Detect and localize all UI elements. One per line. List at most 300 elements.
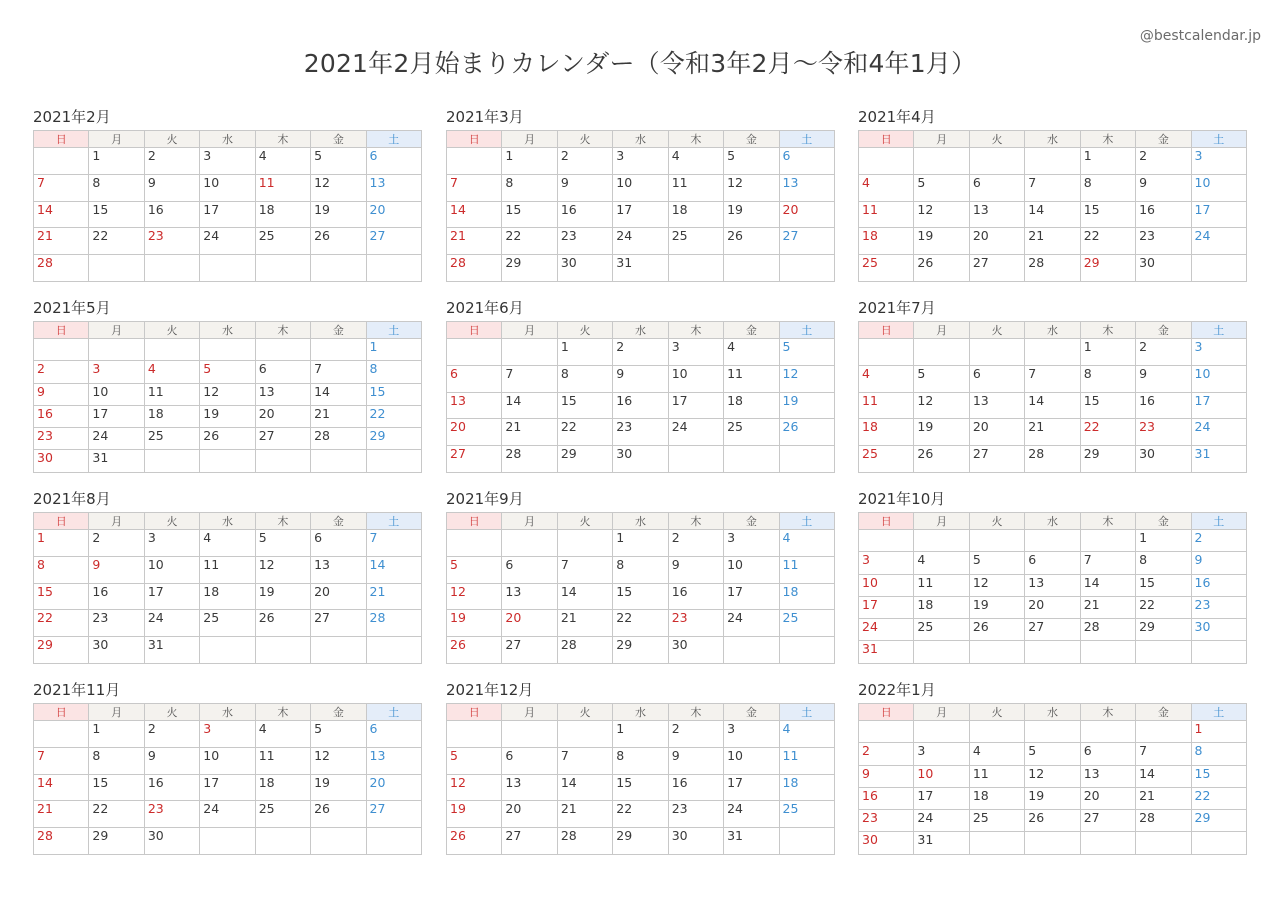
week-row xyxy=(447,148,835,175)
day-cell: 2 xyxy=(613,339,668,366)
day-cell: 20 xyxy=(1080,787,1135,809)
day-cell: 26 xyxy=(724,228,779,255)
day-cell: 13 xyxy=(311,556,366,583)
day-cell: 7 xyxy=(311,361,366,383)
day-cell: 22 xyxy=(557,419,612,446)
day-cell: 31 xyxy=(144,637,199,664)
week-row xyxy=(447,556,835,583)
day-cell: 13 xyxy=(255,383,310,405)
day-cell: 12 xyxy=(447,583,502,610)
weekday-header: 土 xyxy=(779,513,834,530)
month-title: 2021年9月 xyxy=(446,490,524,508)
day-cell: 12 xyxy=(311,747,366,774)
weekday-header: 水 xyxy=(1025,322,1080,339)
empty-cell xyxy=(1191,832,1246,854)
empty-cell xyxy=(1025,148,1080,175)
day-cell: 4 xyxy=(255,721,310,748)
day-cell: 24 xyxy=(1191,228,1246,255)
day-cell: 27 xyxy=(1025,619,1080,641)
day-cell: 4 xyxy=(668,148,723,175)
day-cell: 18 xyxy=(724,392,779,419)
month-2021-02 xyxy=(33,108,422,282)
month-title: 2021年2月 xyxy=(33,108,111,126)
week-row xyxy=(34,405,422,427)
day-cell: 9 xyxy=(613,365,668,392)
empty-cell xyxy=(200,637,255,664)
day-cell: 28 xyxy=(34,828,89,855)
day-cell: 4 xyxy=(914,552,969,574)
empty-cell xyxy=(969,530,1024,552)
day-cell: 26 xyxy=(914,446,969,473)
day-cell: 24 xyxy=(668,419,723,446)
day-cell: 1 xyxy=(1136,530,1191,552)
weekday-header: 火 xyxy=(969,131,1024,148)
day-cell: 22 xyxy=(502,228,557,255)
day-cell: 13 xyxy=(969,392,1024,419)
empty-cell xyxy=(447,530,502,557)
empty-cell xyxy=(89,339,144,361)
day-cell: 30 xyxy=(613,446,668,473)
day-cell: 24 xyxy=(89,428,144,450)
day-cell: 2 xyxy=(89,530,144,557)
week-row xyxy=(859,810,1247,832)
day-cell: 13 xyxy=(502,583,557,610)
day-cell: 14 xyxy=(366,556,421,583)
day-cell: 5 xyxy=(1025,743,1080,765)
day-cell: 13 xyxy=(1025,574,1080,596)
day-cell: 25 xyxy=(969,810,1024,832)
day-cell: 30 xyxy=(557,255,612,282)
empty-cell xyxy=(34,148,89,175)
day-cell: 6 xyxy=(779,148,834,175)
day-cell: 31 xyxy=(724,828,779,855)
weekday-header: 日 xyxy=(859,513,914,530)
day-cell: 30 xyxy=(859,832,914,854)
weekday-header: 月 xyxy=(89,513,144,530)
day-cell: 21 xyxy=(366,583,421,610)
day-cell: 4 xyxy=(779,530,834,557)
week-row xyxy=(447,774,835,801)
day-cell: 9 xyxy=(1136,174,1191,201)
day-cell: 19 xyxy=(447,610,502,637)
day-cell: 21 xyxy=(1136,787,1191,809)
site-credit: @bestcalendar.jp xyxy=(1139,28,1261,44)
day-cell-holiday: 22 xyxy=(1080,419,1135,446)
day-cell: 17 xyxy=(89,405,144,427)
weekday-header: 木 xyxy=(1080,704,1135,721)
day-cell: 16 xyxy=(668,774,723,801)
day-cell: 5 xyxy=(447,556,502,583)
month-title: 2021年7月 xyxy=(858,299,936,317)
day-cell: 7 xyxy=(557,556,612,583)
day-cell: 3 xyxy=(144,530,199,557)
weekday-header: 木 xyxy=(668,704,723,721)
day-cell: 20 xyxy=(255,405,310,427)
day-cell: 31 xyxy=(1191,446,1246,473)
week-row xyxy=(34,174,422,201)
weekday-header: 木 xyxy=(1080,131,1135,148)
week-row xyxy=(34,530,422,557)
weekday-header: 日 xyxy=(447,704,502,721)
empty-cell xyxy=(1080,721,1135,743)
day-cell: 9 xyxy=(668,556,723,583)
empty-cell xyxy=(724,446,779,473)
day-cell: 28 xyxy=(502,446,557,473)
day-cell: 21 xyxy=(1025,419,1080,446)
week-row xyxy=(447,365,835,392)
day-cell: 9 xyxy=(1136,365,1191,392)
day-cell: 22 xyxy=(34,610,89,637)
day-cell: 8 xyxy=(89,174,144,201)
day-cell: 18 xyxy=(255,774,310,801)
day-cell: 30 xyxy=(1136,255,1191,282)
day-cell: 25 xyxy=(779,801,834,828)
day-cell: 16 xyxy=(557,201,612,228)
weekday-header: 水 xyxy=(200,513,255,530)
day-cell: 19 xyxy=(969,596,1024,618)
day-cell: 17 xyxy=(668,392,723,419)
day-cell: 23 xyxy=(1136,228,1191,255)
day-cell-holiday: 20 xyxy=(779,201,834,228)
month-2021-09 xyxy=(446,490,835,664)
weekday-header: 火 xyxy=(557,513,612,530)
weekday-header-row xyxy=(34,131,422,148)
week-row xyxy=(859,787,1247,809)
weekday-header: 金 xyxy=(311,704,366,721)
empty-cell xyxy=(859,339,914,366)
day-cell: 12 xyxy=(255,556,310,583)
empty-cell xyxy=(255,637,310,664)
day-cell: 24 xyxy=(859,619,914,641)
day-cell: 19 xyxy=(914,228,969,255)
empty-cell xyxy=(724,255,779,282)
month-title: 2021年6月 xyxy=(446,299,524,317)
day-cell: 24 xyxy=(613,228,668,255)
day-cell: 27 xyxy=(502,828,557,855)
weekday-header: 日 xyxy=(447,513,502,530)
day-cell: 31 xyxy=(859,641,914,663)
day-cell: 6 xyxy=(311,530,366,557)
day-cell: 30 xyxy=(34,450,89,472)
month-2022-01 xyxy=(858,681,1247,855)
empty-cell xyxy=(969,339,1024,366)
weekday-header: 水 xyxy=(613,704,668,721)
day-cell: 24 xyxy=(724,801,779,828)
day-cell: 21 xyxy=(557,801,612,828)
day-cell: 4 xyxy=(724,339,779,366)
day-cell: 10 xyxy=(200,174,255,201)
empty-cell xyxy=(447,148,502,175)
week-row xyxy=(859,641,1247,663)
day-cell: 16 xyxy=(859,787,914,809)
day-cell: 9 xyxy=(859,765,914,787)
empty-cell xyxy=(144,339,199,361)
day-cell: 28 xyxy=(1136,810,1191,832)
day-cell: 14 xyxy=(34,774,89,801)
week-row xyxy=(447,174,835,201)
day-cell: 14 xyxy=(1025,392,1080,419)
day-cell: 2 xyxy=(668,721,723,748)
day-cell: 6 xyxy=(502,556,557,583)
weekday-header: 土 xyxy=(1191,513,1246,530)
month-table xyxy=(446,130,835,282)
day-cell: 6 xyxy=(502,747,557,774)
day-cell: 7 xyxy=(557,747,612,774)
empty-cell xyxy=(1080,530,1135,552)
day-cell: 15 xyxy=(1136,574,1191,596)
day-cell: 8 xyxy=(366,361,421,383)
day-cell: 9 xyxy=(1191,552,1246,574)
week-row xyxy=(447,339,835,366)
day-cell: 13 xyxy=(366,174,421,201)
day-cell: 13 xyxy=(969,201,1024,228)
day-cell: 27 xyxy=(969,446,1024,473)
day-cell: 19 xyxy=(724,201,779,228)
day-cell: 6 xyxy=(255,361,310,383)
month-title: 2021年10月 xyxy=(858,490,946,508)
day-cell: 20 xyxy=(366,201,421,228)
week-row xyxy=(34,637,422,664)
weekday-header-row xyxy=(859,131,1247,148)
day-cell: 2 xyxy=(144,148,199,175)
weekday-header: 火 xyxy=(969,322,1024,339)
weekday-header: 月 xyxy=(914,513,969,530)
day-cell-holiday: 10 xyxy=(914,765,969,787)
day-cell: 30 xyxy=(668,637,723,664)
day-cell: 15 xyxy=(557,392,612,419)
empty-cell xyxy=(34,339,89,361)
day-cell: 15 xyxy=(1080,392,1135,419)
day-cell: 16 xyxy=(144,201,199,228)
day-cell: 26 xyxy=(779,419,834,446)
day-cell: 15 xyxy=(613,774,668,801)
day-cell: 5 xyxy=(311,721,366,748)
day-cell: 29 xyxy=(557,446,612,473)
empty-cell xyxy=(366,637,421,664)
day-cell: 22 xyxy=(1080,228,1135,255)
week-row xyxy=(447,637,835,664)
day-cell: 3 xyxy=(914,743,969,765)
day-cell: 5 xyxy=(255,530,310,557)
day-cell: 19 xyxy=(914,419,969,446)
day-cell: 20 xyxy=(969,228,1024,255)
day-cell: 4 xyxy=(859,365,914,392)
day-cell: 19 xyxy=(779,392,834,419)
week-row xyxy=(447,610,835,637)
day-cell: 20 xyxy=(969,419,1024,446)
day-cell: 24 xyxy=(200,801,255,828)
day-cell: 6 xyxy=(969,365,1024,392)
weekday-header-row xyxy=(447,704,835,721)
day-cell: 3 xyxy=(613,148,668,175)
weekday-header: 木 xyxy=(255,513,310,530)
day-cell: 16 xyxy=(144,774,199,801)
week-row xyxy=(447,801,835,828)
weekday-header: 月 xyxy=(914,322,969,339)
empty-cell xyxy=(1136,832,1191,854)
weekday-header: 木 xyxy=(1080,322,1135,339)
weekday-header: 火 xyxy=(557,131,612,148)
day-cell-holiday: 29 xyxy=(1080,255,1135,282)
empty-cell xyxy=(255,339,310,361)
day-cell: 7 xyxy=(502,365,557,392)
day-cell: 2 xyxy=(859,743,914,765)
day-cell: 12 xyxy=(1025,765,1080,787)
day-cell: 14 xyxy=(1080,574,1135,596)
day-cell: 9 xyxy=(668,747,723,774)
day-cell: 18 xyxy=(859,228,914,255)
day-cell: 4 xyxy=(779,721,834,748)
day-cell: 11 xyxy=(200,556,255,583)
week-row xyxy=(34,774,422,801)
day-cell: 30 xyxy=(1136,446,1191,473)
month-title: 2021年3月 xyxy=(446,108,524,126)
empty-cell xyxy=(1025,641,1080,663)
weekday-header: 月 xyxy=(502,513,557,530)
day-cell: 9 xyxy=(557,174,612,201)
day-cell: 25 xyxy=(255,228,310,255)
day-cell: 2 xyxy=(34,361,89,383)
month-2021-06 xyxy=(446,299,835,473)
empty-cell xyxy=(557,530,612,557)
day-cell: 12 xyxy=(779,365,834,392)
day-cell: 18 xyxy=(859,419,914,446)
day-cell: 26 xyxy=(447,828,502,855)
month-table xyxy=(858,130,1247,282)
day-cell: 7 xyxy=(447,174,502,201)
weekday-header: 土 xyxy=(779,704,834,721)
day-cell: 2 xyxy=(1136,148,1191,175)
empty-cell xyxy=(914,339,969,366)
day-cell: 13 xyxy=(1080,765,1135,787)
day-cell: 26 xyxy=(311,801,366,828)
day-cell: 20 xyxy=(311,583,366,610)
day-cell: 28 xyxy=(557,828,612,855)
day-cell: 5 xyxy=(447,747,502,774)
day-cell: 26 xyxy=(255,610,310,637)
week-row xyxy=(859,339,1247,366)
day-cell: 17 xyxy=(1191,392,1246,419)
day-cell: 16 xyxy=(34,405,89,427)
week-row xyxy=(34,747,422,774)
weekday-header: 土 xyxy=(1191,322,1246,339)
day-cell: 28 xyxy=(1080,619,1135,641)
month-2021-08 xyxy=(33,490,422,664)
day-cell: 11 xyxy=(779,747,834,774)
weekday-header-row xyxy=(859,513,1247,530)
day-cell: 12 xyxy=(311,174,366,201)
week-row xyxy=(447,721,835,748)
weekday-header: 火 xyxy=(969,513,1024,530)
day-cell: 21 xyxy=(502,419,557,446)
empty-cell xyxy=(366,450,421,472)
day-cell: 23 xyxy=(859,810,914,832)
day-cell: 10 xyxy=(613,174,668,201)
empty-cell xyxy=(1191,255,1246,282)
day-cell: 24 xyxy=(724,610,779,637)
weekday-header-row xyxy=(34,513,422,530)
day-cell: 29 xyxy=(1080,446,1135,473)
day-cell: 15 xyxy=(89,201,144,228)
day-cell: 27 xyxy=(366,801,421,828)
weekday-header: 日 xyxy=(859,131,914,148)
day-cell: 21 xyxy=(1025,228,1080,255)
day-cell: 12 xyxy=(447,774,502,801)
month-table xyxy=(858,512,1247,664)
day-cell: 18 xyxy=(144,405,199,427)
day-cell: 13 xyxy=(447,392,502,419)
day-cell: 17 xyxy=(613,201,668,228)
weekday-header: 水 xyxy=(1025,131,1080,148)
day-cell: 2 xyxy=(1136,339,1191,366)
day-cell: 7 xyxy=(1080,552,1135,574)
empty-cell xyxy=(502,530,557,557)
day-cell: 1 xyxy=(1080,339,1135,366)
page-title: 2021年2月始まりカレンダー（令和3年2月〜令和4年1月） xyxy=(303,49,977,78)
day-cell: 7 xyxy=(1025,365,1080,392)
day-cell: 9 xyxy=(144,747,199,774)
day-cell: 7 xyxy=(1025,174,1080,201)
week-row xyxy=(859,148,1247,175)
empty-cell xyxy=(724,637,779,664)
empty-cell xyxy=(255,828,310,855)
day-cell: 7 xyxy=(366,530,421,557)
day-cell-holiday: 20 xyxy=(502,610,557,637)
day-cell: 27 xyxy=(1080,810,1135,832)
day-cell: 28 xyxy=(557,637,612,664)
day-cell: 17 xyxy=(144,583,199,610)
weekday-header: 木 xyxy=(668,513,723,530)
day-cell: 11 xyxy=(859,392,914,419)
empty-cell xyxy=(668,255,723,282)
weekday-header: 水 xyxy=(1025,513,1080,530)
week-row xyxy=(859,619,1247,641)
day-cell: 28 xyxy=(1025,255,1080,282)
day-cell: 14 xyxy=(502,392,557,419)
weekday-header: 月 xyxy=(502,131,557,148)
day-cell: 16 xyxy=(1136,392,1191,419)
day-cell: 27 xyxy=(779,228,834,255)
day-cell: 15 xyxy=(89,774,144,801)
day-cell: 25 xyxy=(200,610,255,637)
week-row xyxy=(34,721,422,748)
empty-cell xyxy=(200,255,255,282)
day-cell: 25 xyxy=(914,619,969,641)
empty-cell xyxy=(502,339,557,366)
day-cell: 30 xyxy=(1191,619,1246,641)
day-cell: 25 xyxy=(255,801,310,828)
day-cell: 21 xyxy=(447,228,502,255)
day-cell: 8 xyxy=(1136,552,1191,574)
day-cell-holiday: 3 xyxy=(200,721,255,748)
day-cell: 1 xyxy=(1080,148,1135,175)
empty-cell xyxy=(144,255,199,282)
weekday-header: 金 xyxy=(311,322,366,339)
week-row xyxy=(859,392,1247,419)
day-cell-holiday: 23 xyxy=(144,801,199,828)
day-cell: 3 xyxy=(724,721,779,748)
week-row xyxy=(447,228,835,255)
empty-cell xyxy=(200,339,255,361)
day-cell: 23 xyxy=(34,428,89,450)
weekday-header: 日 xyxy=(34,322,89,339)
empty-cell xyxy=(311,339,366,361)
empty-cell xyxy=(1025,339,1080,366)
day-cell: 29 xyxy=(613,828,668,855)
day-cell: 22 xyxy=(1191,787,1246,809)
empty-cell xyxy=(366,255,421,282)
month-table xyxy=(446,512,835,664)
